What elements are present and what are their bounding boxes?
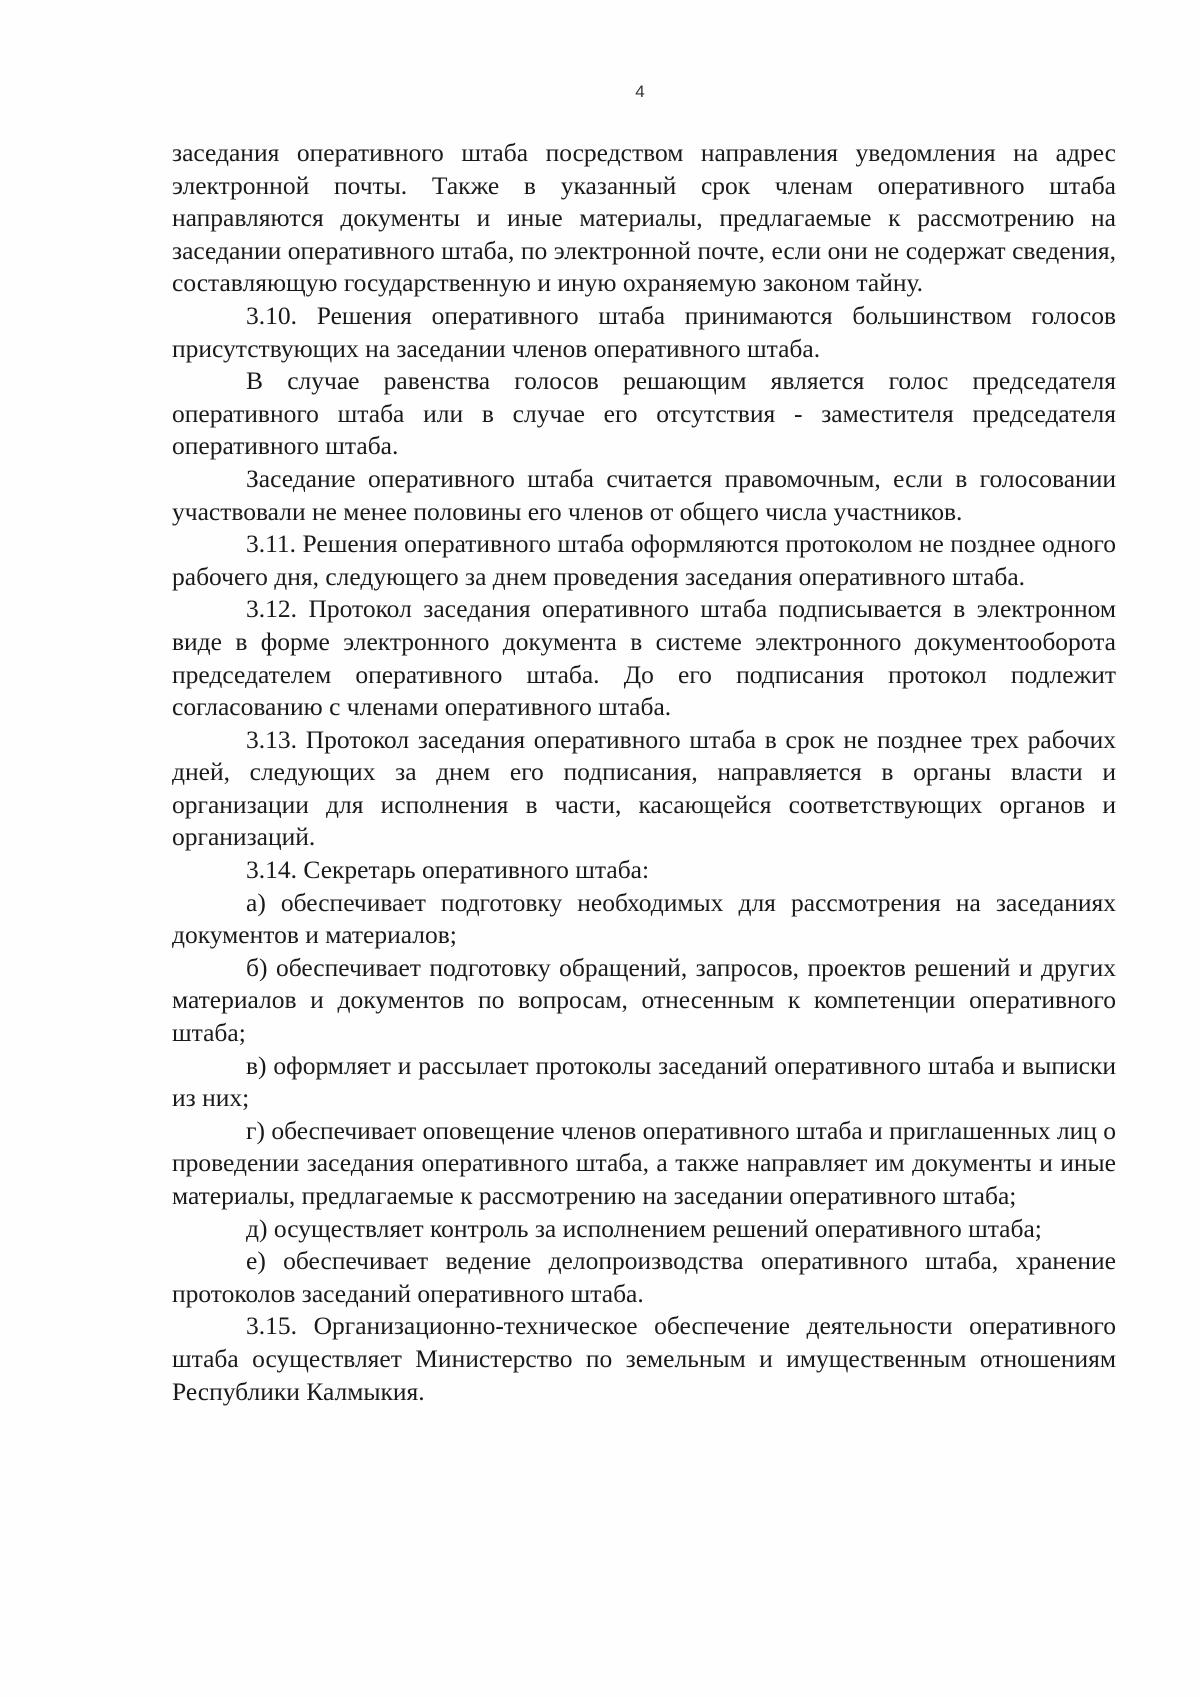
paragraph-3-14: 3.14. Секретарь оперативного штаба:	[246, 855, 650, 885]
list-item-d: д) осуществляет контроль за исполнением решений оперативного штаба;	[246, 1213, 1042, 1243]
paragraph-3-15: 3.15. Организационно-техническое обеспечение деятельности оперативного штаба осуществляет Министерство по земельным и имущественным отношениям Республики Калмыкия.	[172, 1311, 1116, 1406]
page-number: 4	[635, 82, 645, 101]
list-item-e: е) обеспечивает ведение делопроизводства оперативного штаба, хранение протоколов заседаний оперативного штаба.	[172, 1246, 1116, 1308]
document-body	[172, 137, 1116, 1408]
list-item-a: а) обеспечивает подготовку необходимых для рассмотрения на заседаниях документов и материалов;	[172, 887, 1116, 950]
list-item-v: в) оформляет и рассылает протоколы заседаний оперативного штаба и выписки из них;	[172, 1050, 1116, 1113]
paragraph-3-13: 3.13. Протокол заседания оперативного штаба в срок не позднее трех рабочих дней, следующих за днем его подписания, направляется в органы власти и организации для исполнения в части, касающейся соответствующих органов и организаций.	[172, 724, 1116, 852]
paragraph-tie-vote: В случае равенства голосов решающим является голос председателя оперативного штаба или в случае его отсутствия - заместителя председателя оперативного штаба.	[172, 366, 1116, 461]
paragraph-quorum: Заседание оперативного штаба считается правомочным, если в голосовании участвовали не менее половины его членов от общего числа участников.	[172, 463, 1116, 526]
list-item-g: г) обеспечивает оповещение членов оперативного штаба и приглашенных лиц о проведении заседания оперативного штаба, а также направляет им документы и иные материалы, предлагаемые к рассмотрению на заседании оперативного штаба;	[172, 1115, 1116, 1210]
paragraph-3-12: 3.12. Протокол заседания оперативного штаба подписывается в электронном виде в форме электронного документа в системе электронного документооборота председателем оперативного штаба. До его подписания протокол подлежит согласованию с членами оперативного штаба.	[172, 594, 1116, 722]
paragraph-3-11: 3.11. Решения оперативного штаба оформляются протоколом не позднее одного рабочего дня, следующего за днем проведения заседания оперативного штаба.	[172, 529, 1116, 591]
paragraph-3-10: 3.10. Решения оперативного штаба принимаются большинством голосов присутствующих на заседании членов оперативного штаба.	[172, 300, 1116, 363]
list-item-b: б) обеспечивает подготовку обращений, запросов, проектов решений и других материалов и документов по вопросам, отнесенным к компетенции оперативного штаба;	[172, 952, 1116, 1048]
paragraph-continuation: заседания оперативного штаба посредством направления уведомления на адрес электронной почты. Также в указанный срок членам оперативного штаба направляются документы и иные материалы, предлагаемые к рассмотрению на заседании оперативного штаба, по электронной почте, если они не содержат сведения, составляющую государственную и иную охраняемую законом тайну.	[172, 138, 1116, 298]
